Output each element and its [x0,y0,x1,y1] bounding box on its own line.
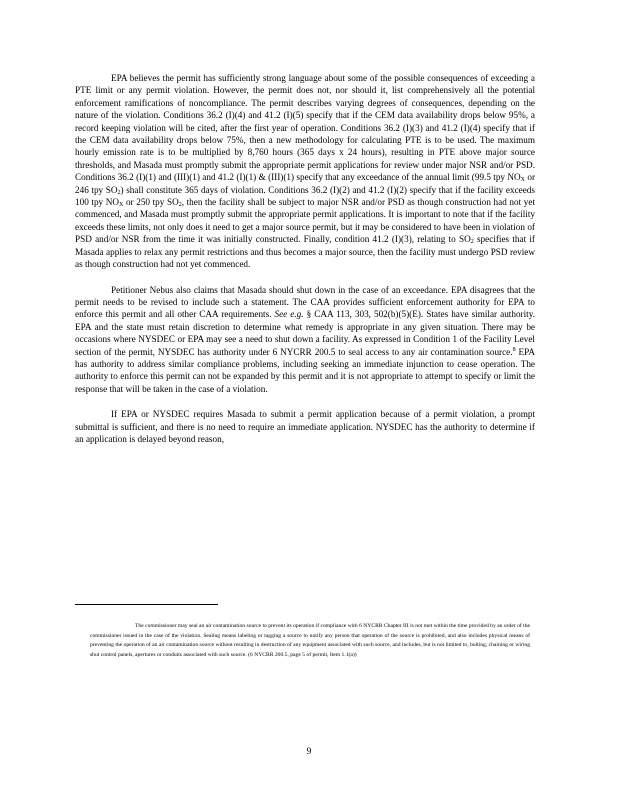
text-run: EPA believes the permit has sufficiently strong language about some of the possible consequences of exceeding a PTE limit or any permit violation. However, the permit does not, nor should it, list comprehensively all the potential enforcement ramifications of noncompliance. The permit describes varying degrees of consequences, depending on the nature of the violation. Conditions 36.2 (I)(4) and 41.2 (I)(5) specify that if the CEM data availability drops below 95%, a record keeping violation will be cited, after the first year of operation. Conditions 36.2 (I)(3) and 41.2 (I)(4) specify that if the CEM data availability drops below 75%, then a new methodology for calculating PTE is to be used. The maximum hourly emission rate is to be multiplied by 8,760 hours (365 days x 24 hours), resulting in PTE above major source thresholds, and Masada must promptly submit the appropriate permit applications for review under major NSR and/or PSD. Conditions 36.2 (I)(1) and (III)(1) and 41.2 (I)(1) & (III)(1) specify that any exceedance of the annual limit (99.5 tpy NO [75,73,535,183]
subscript: 2 [117,189,121,196]
text-run: § CAA 113, 303, 502(b)(5)(E). States have similar authority. EPA and the state must retain discretion to determine what remedy is appropriate in any given situation. There may be occasions where NYSDEC or EPA may see a need to shut down a facility. As expressed in Condition 1 of the Facility Level section of the permit, NYSDEC has authority under 6 NYCRR 200.5 to seal access to any air contamination source. [75,309,535,357]
text-run: or 250 tpy SO [123,197,179,208]
footnote-reference: 8 [512,346,516,353]
body-text [75,72,535,445]
page-number: 9 [306,747,312,757]
subscript: X [520,177,525,184]
subscript: 2 [470,239,474,246]
text-run: or 246 tpy SO [75,172,535,195]
footnote-separator [75,604,218,605]
subscript: X [119,202,124,209]
text-run: specifies that if Masada applies to relax any permit restrictions and thus becomes a major source, then the facility must undergo PSD review as though construction had not yet commenced. [75,234,535,270]
text-run: Petitioner Nebus also claims that Masada should shut down in the case of an exceedance. EPA disagrees that the permit needs to be revised to include such a statement. The CAA provides sufficient enforcement authority for EPA to enforce this permit and all other CAA requirements. [75,284,535,320]
text-run: If EPA or NYSDEC requires Masada to submit a permit application because of a permit violation, a prompt submittal is sufficient, and there is no need to require an immediate application. NYSDEC has the authority to determine if an application is delayed beyond reason, [75,409,535,444]
text-run: EPA has authority to address similar compliance problems, including seeking an immediate injunction to cease operation. The authority to enforce this permit can not be expanded by this permit and it is not appropriate to attempt to specify or limit the response that will be taken in the case of a violation. [75,346,535,394]
paragraph-enforcement-consequences [75,72,535,271]
subscript: 2 [178,202,182,209]
italic-citation: See e.g. [274,309,304,320]
text-run: , then the facility shall be subject to major NSR and/or PSD as though construction had not yet commenced, and Masada must promptly submit the appropriate permit applications. It is important to note that if the facility exceeds these limits, not only does it need to get a major source permit, but it may be considered to have been in violation of PSD and/or NSR from the time it was initially constructed. Finally, condition 41.2 (I)(3), relating to SO [75,197,535,245]
paragraph-permit-application [75,408,535,445]
text-run: ) shall constitute 365 days of violation. Conditions 36.2 (I)(2) and 41.2 (I)(2) specify that if the facility exceeds 100 tpy NO [75,184,535,208]
paragraph-shutdown-claim [75,284,535,396]
footnote-8: The commissioner may seal an air contamination source to prevent its operation if compliance with 6 NYCRR Chapter III is not met within the time provided by an order of the commissioner issued in the case of the violation. Sealing means labeling or tagging a source to notify any person that operation of the source is prohibited, and also includes physical means of preventing the operation of an air contamination source without resulting in destruction of any equipment associated with such source, and includes, but is not limited to, bolting, chaining or wiring shut control panels, apertures or conduits associated with such source. (6 NYCRR 200.5, page 5 of permit, Item 1.1(a)) [90,623,530,658]
